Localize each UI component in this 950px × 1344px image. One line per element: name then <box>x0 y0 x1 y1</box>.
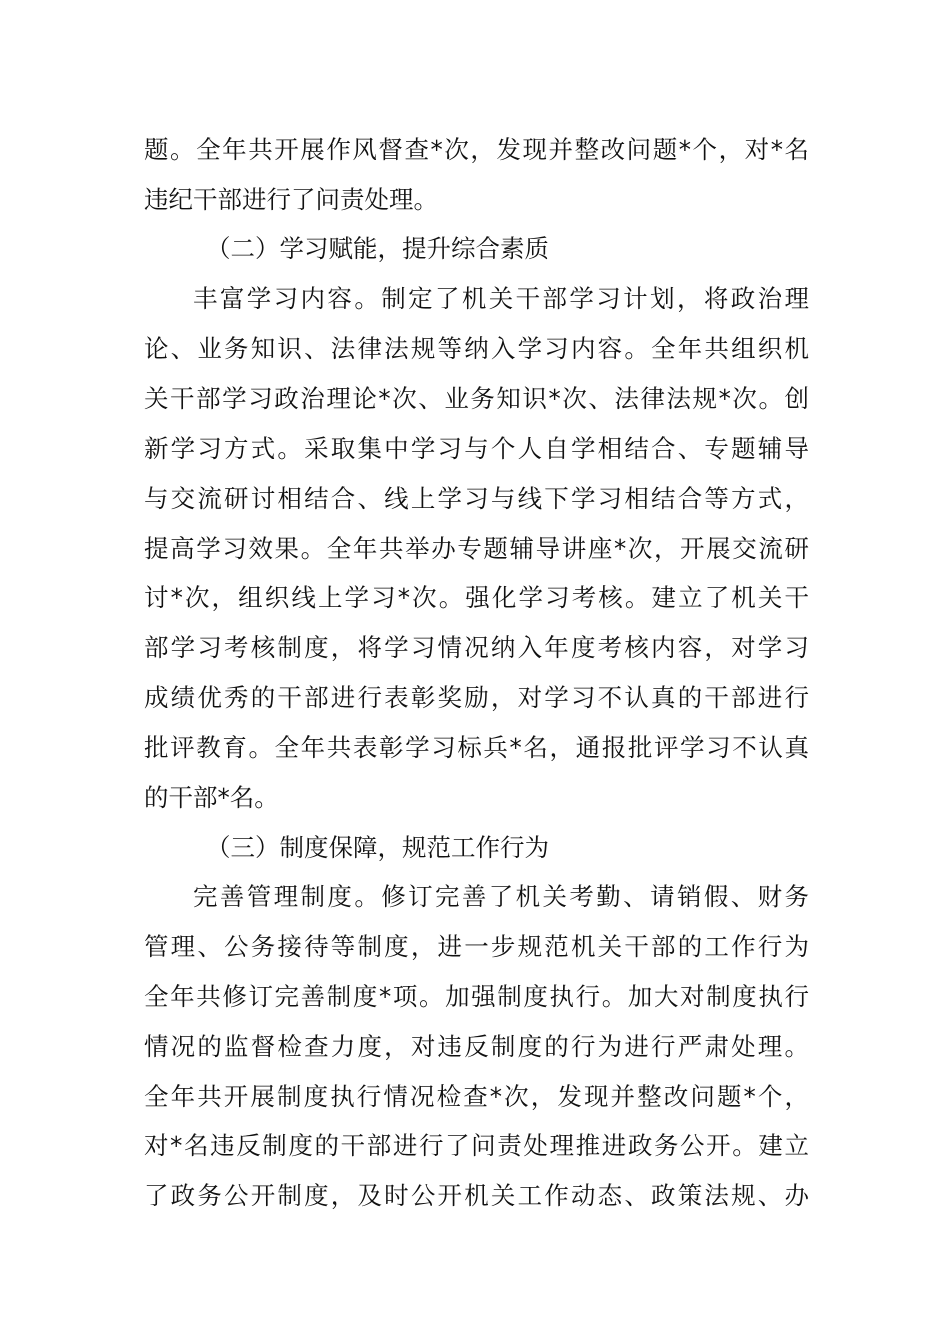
paragraph-line: 管理、公务接待等制度，进一步规范机关干部的工作行为 <box>144 932 809 961</box>
paragraph-line: 违纪干部进行了问责处理。 <box>144 185 438 214</box>
paragraph-line: 新学习方式。采取集中学习与个人自学相结合、专题辅导 <box>144 434 809 463</box>
paragraph-line: 了政务公开制度，及时公开机关工作动态、政策法规、办 <box>144 1181 809 1210</box>
paragraph-line: 批评教育。全年共表彰学习标兵*名，通报批评学习不认真 <box>144 733 809 762</box>
paragraph-line: 讨*次，组织线上学习*次。强化学习考核。建立了机关干 <box>144 583 809 612</box>
section-heading-2: （二）学习赋能，提升综合素质 <box>206 234 549 263</box>
paragraph-line: 部学习考核制度，将学习情况纳入年度考核内容，对学习 <box>144 633 809 662</box>
paragraph-line: 完善管理制度。修订完善了机关考勤、请销假、财务 <box>193 882 809 911</box>
paragraph-line: 题。全年共开展作风督查*次，发现并整改问题*个，对*名 <box>144 135 809 164</box>
paragraph-line: 的干部*名。 <box>144 783 279 812</box>
paragraph-line: 全年共修订完善制度*项。加强制度执行。加大对制度执行 <box>144 982 809 1011</box>
paragraph-line: 情况的监督检查力度，对违反制度的行为进行严肃处理。 <box>144 1032 809 1061</box>
section-heading-3: （三）制度保障，规范工作行为 <box>206 833 549 862</box>
paragraph-line: 论、业务知识、法律法规等纳入学习内容。全年共组织机 <box>144 334 809 363</box>
paragraph-line: 丰富学习内容。制定了机关干部学习计划，将政治理 <box>193 284 809 313</box>
paragraph-line: 成绩优秀的干部进行表彰奖励，对学习不认真的干部进行 <box>144 683 809 712</box>
paragraph-line: 全年共开展制度执行情况检查*次，发现并整改问题*个， <box>144 1082 809 1111</box>
paragraph-line: 关干部学习政治理论*次、业务知识*次、法律法规*次。创 <box>144 384 809 413</box>
paragraph-line: 对*名违反制度的干部进行了问责处理推进政务公开。建立 <box>144 1131 809 1160</box>
paragraph-line: 提高学习效果。全年共举办专题辅导讲座*次，开展交流研 <box>144 534 809 563</box>
paragraph-line: 与交流研讨相结合、线上学习与线下学习相结合等方式， <box>144 484 809 513</box>
